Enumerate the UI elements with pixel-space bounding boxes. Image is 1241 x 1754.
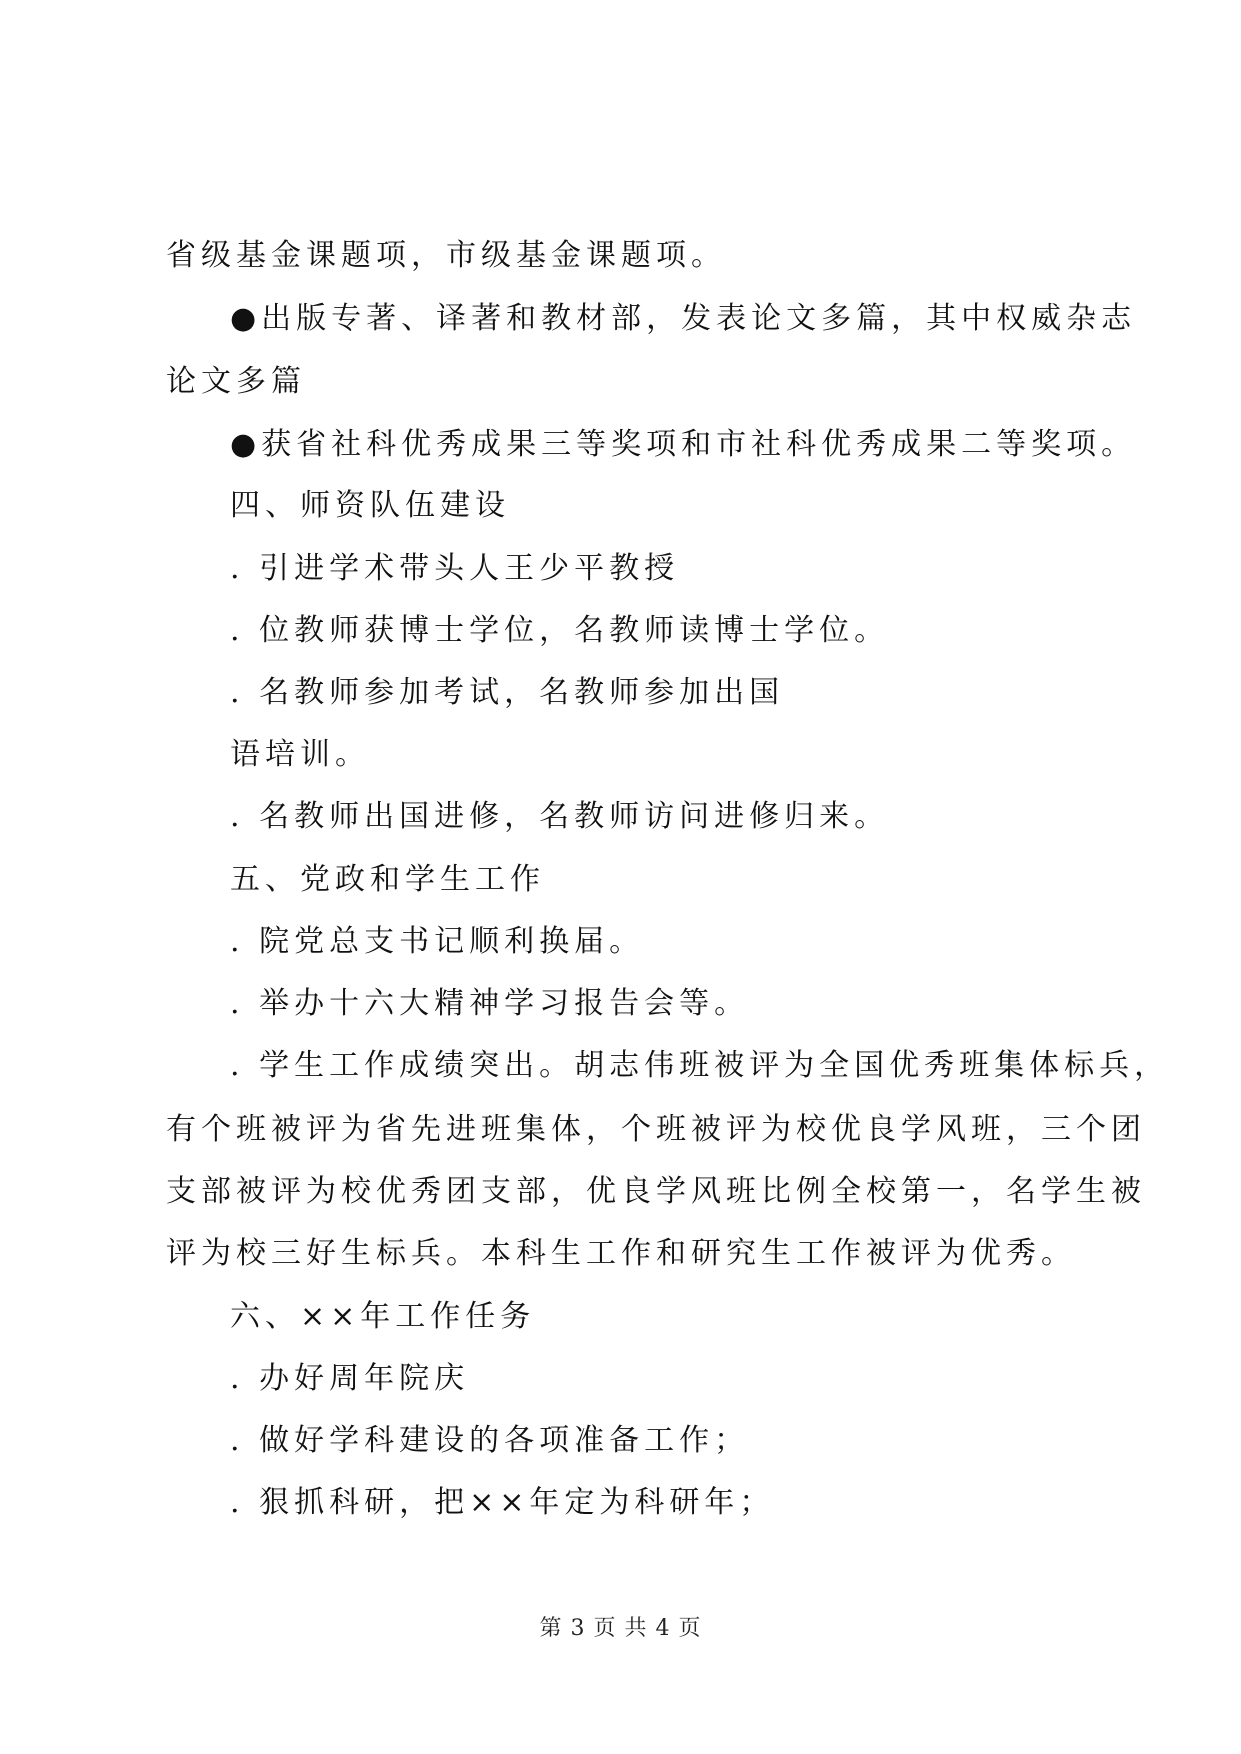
bullet-item: ●出版专著、译著和教材部，发表论文多篇，其中权威杂志 xyxy=(230,301,1137,336)
list-item: . 办好周年院庆 xyxy=(230,1361,470,1396)
list-item: . 学生工作成绩突出。胡志伟班被评为全国优秀班集体标兵， xyxy=(230,1048,1170,1083)
text-line: 省级基金课题项，市级基金课题项。 xyxy=(166,238,726,273)
list-item: . 举办十六大精神学习报告会等。 xyxy=(230,986,750,1021)
text-line: 有个班被评为省先进班集体，个班被评为校优良学风班，三个团 xyxy=(166,1112,1146,1147)
text-line: 支部被评为校优秀团支部，优良学风班比例全校第一，名学生被 xyxy=(166,1174,1146,1209)
bullet-item: ●获省社科优秀成果三等奖项和市社科优秀成果二等奖项。 xyxy=(230,427,1137,462)
section-heading: 四、师资队伍建设 xyxy=(230,488,510,523)
text-line: 语培训。 xyxy=(230,737,370,772)
list-item: . 名教师出国进修，名教师访问进修归来。 xyxy=(230,799,890,834)
section-heading: 五、党政和学生工作 xyxy=(230,862,545,897)
list-item: . 做好学科建设的各项准备工作； xyxy=(230,1423,750,1458)
list-item: . 狠抓科研，把××年定为科研年； xyxy=(230,1485,775,1520)
page-footer: 第 3 页 共 4 页 xyxy=(539,1616,702,1641)
text-line: 评为校三好生标兵。本科生工作和研究生工作被评为优秀。 xyxy=(166,1236,1076,1271)
section-heading: 六、××年工作任务 xyxy=(230,1299,536,1334)
list-item: . 院党总支书记顺利换届。 xyxy=(230,924,645,959)
list-item: . 位教师获博士学位，名教师读博士学位。 xyxy=(230,613,890,648)
list-item: . 引进学术带头人王少平教授 xyxy=(230,551,680,586)
text-line: 论文多篇 xyxy=(166,364,306,399)
list-item: . 名教师参加考试，名教师参加出国 xyxy=(230,675,785,710)
